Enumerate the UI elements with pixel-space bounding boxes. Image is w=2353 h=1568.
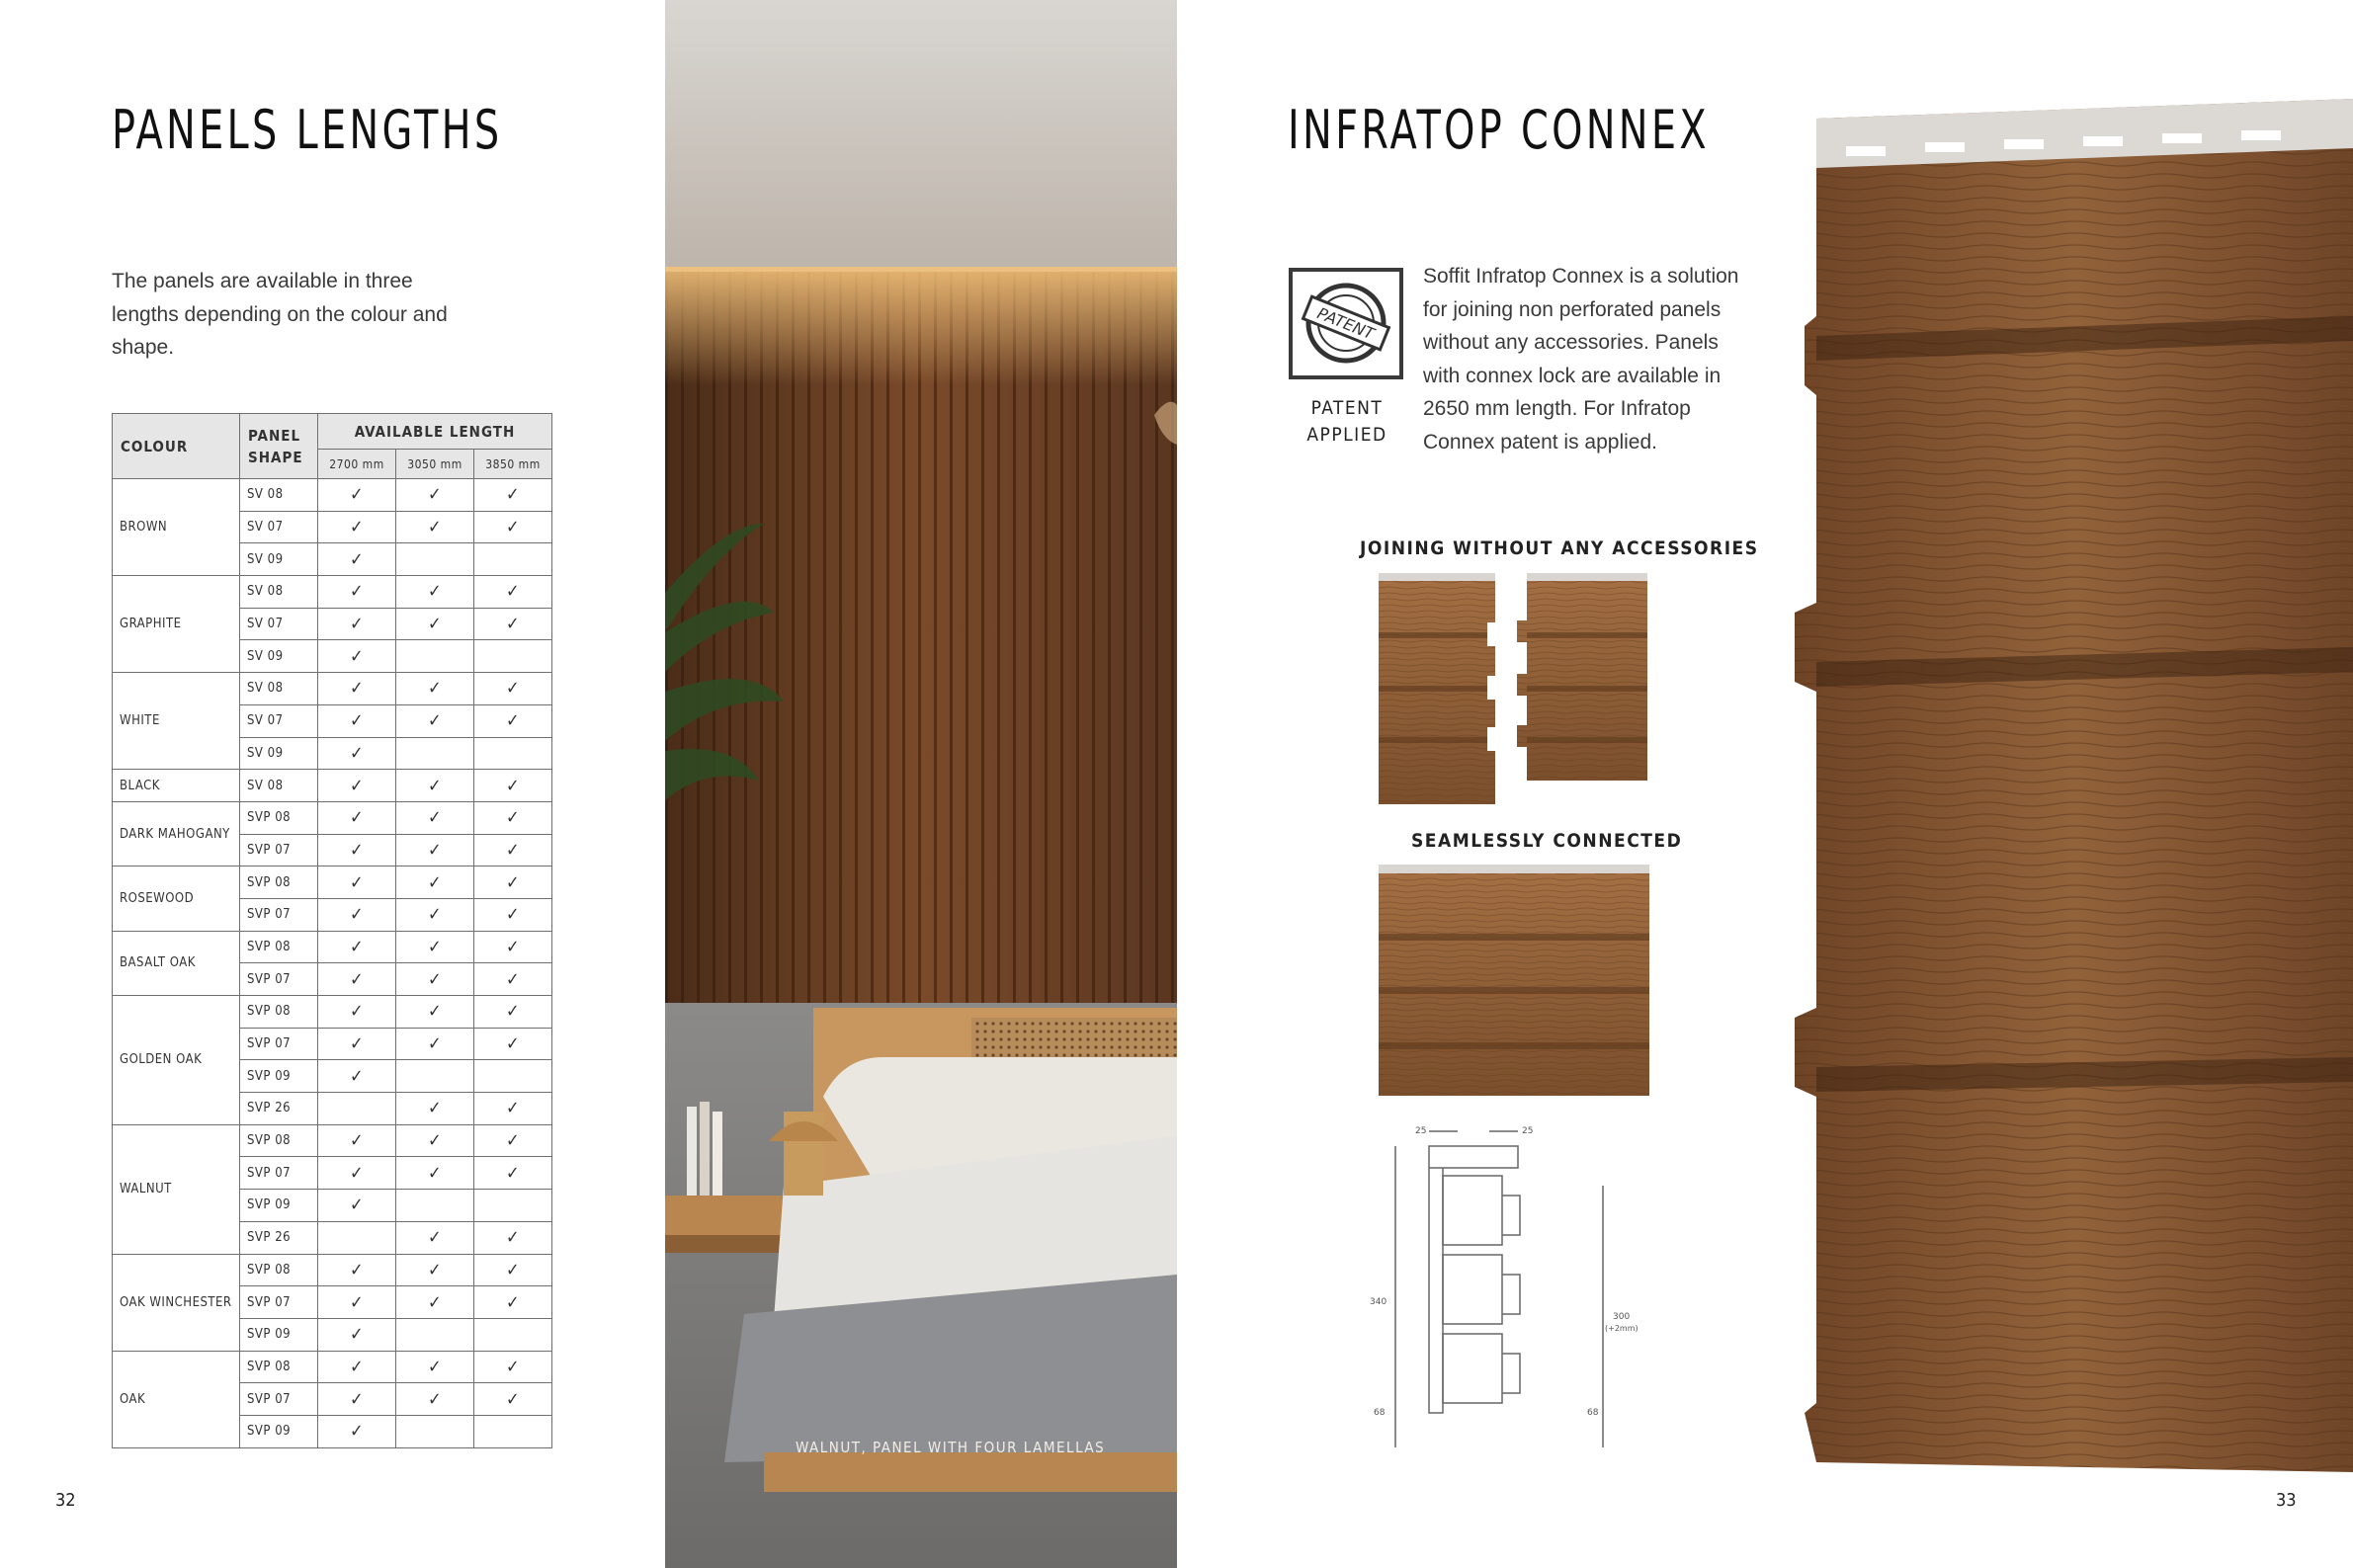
interior-photo [665,0,1177,1568]
empty-cell [474,1318,552,1351]
check-mark-cell: ✓ [474,1254,552,1286]
page-title-infratop-connex: INFRATOP CONNEX [1288,99,1710,161]
dim-right-tolerance: (+2mm) [1605,1324,1639,1333]
check-mark-cell: ✓ [318,543,396,576]
shape-cell: SVP 08 [240,801,318,834]
check-mark-cell: ✓ [396,1093,474,1125]
table-row [113,1124,552,1157]
shape-cell: SV 07 [240,511,318,543]
table-row [113,931,552,963]
empty-cell [396,1060,474,1093]
patent-label-line2: APPLIED [1306,424,1387,446]
table-row [113,867,552,899]
check-mark-cell: ✓ [396,1286,474,1319]
colour-cell: WHITE [113,673,240,770]
shape-cell: SVP 26 [240,1093,318,1125]
shape-cell: SVP 08 [240,931,318,963]
check-mark-cell: ✓ [318,1415,396,1447]
check-mark-cell: ✓ [318,996,396,1029]
colour-cell: BROWN [113,479,240,576]
table-body [113,479,552,1448]
colour-cell: WALNUT [113,1124,240,1254]
dim-bottom-right: 68 [1587,1408,1599,1418]
shape-cell: SVP 09 [240,1190,318,1222]
check-mark-cell: ✓ [318,1060,396,1093]
check-mark-cell: ✓ [318,673,396,705]
shape-cell: SVP 07 [240,834,318,867]
check-mark-cell: ✓ [396,1254,474,1286]
table-row [113,576,552,609]
shape-cell: SVP 09 [240,1060,318,1093]
check-mark-cell: ✓ [396,479,474,512]
check-mark-cell: ✓ [318,640,396,673]
check-mark-cell: ✓ [396,770,474,802]
empty-cell [474,640,552,673]
empty-cell [396,543,474,576]
shape-cell: SVP 08 [240,996,318,1029]
shape-cell: SVP 07 [240,1286,318,1319]
shape-cell: SV 09 [240,737,318,770]
patent-stamp-text: PATENT [1314,303,1378,344]
patent-applied-label [1285,395,1409,449]
check-mark-cell: ✓ [396,576,474,609]
colour-cell: GRAPHITE [113,576,240,673]
table-row [113,996,552,1029]
header-panel-shape-line1: PANEL [248,426,301,445]
shape-cell: SVP 07 [240,1383,318,1416]
check-mark-cell: ✓ [474,576,552,609]
check-mark-cell: ✓ [474,801,552,834]
check-mark-cell: ✓ [318,511,396,543]
check-mark-cell: ✓ [396,673,474,705]
check-mark-cell: ✓ [318,1190,396,1222]
dim-top-right: 25 [1522,1126,1534,1136]
check-mark-cell: ✓ [396,834,474,867]
joining-right-panel [1517,573,1647,781]
shape-cell: SVP 07 [240,963,318,996]
shape-cell: SVP 09 [240,1318,318,1351]
check-mark-cell: ✓ [396,1124,474,1157]
technical-drawing [1364,1116,1639,1457]
table-row [113,801,552,834]
check-mark-cell: ✓ [318,801,396,834]
table-row [113,1254,552,1286]
shape-cell: SVP 07 [240,898,318,931]
check-mark-cell: ✓ [474,1093,552,1125]
dim-top-left: 25 [1415,1126,1427,1136]
shape-cell: SVP 08 [240,1124,318,1157]
joining-panels-image [1379,573,1647,804]
check-mark-cell: ✓ [318,704,396,737]
empty-cell [474,1415,552,1447]
check-mark-cell: ✓ [396,1383,474,1416]
check-mark-cell: ✓ [474,1286,552,1319]
check-mark-cell: ✓ [396,608,474,640]
dim-bottom-left: 68 [1374,1408,1386,1418]
shape-cell: SVP 08 [240,1351,318,1383]
header-length-3050: 3050 mm [396,450,474,479]
check-mark-cell: ✓ [318,898,396,931]
check-mark-cell: ✓ [396,963,474,996]
empty-cell [396,1190,474,1222]
joining-title: JOINING WITHOUT ANY ACCESSORIES [1360,537,1759,559]
check-mark-cell: ✓ [474,996,552,1029]
empty-cell [474,543,552,576]
check-mark-cell: ✓ [396,704,474,737]
check-mark-cell: ✓ [396,1221,474,1254]
check-mark-cell: ✓ [318,1254,396,1286]
shape-cell: SV 08 [240,770,318,802]
check-mark-cell: ✓ [474,479,552,512]
check-mark-cell: ✓ [474,770,552,802]
check-mark-cell: ✓ [318,963,396,996]
check-mark-cell: ✓ [318,931,396,963]
check-mark-cell: ✓ [396,511,474,543]
infratop-connex-panel-image [1787,99,2353,1472]
check-mark-cell: ✓ [474,1157,552,1190]
patent-stamp-icon [1293,272,1399,375]
empty-cell [396,737,474,770]
empty-cell [396,1415,474,1447]
check-mark-cell: ✓ [474,511,552,543]
colour-cell: ROSEWOOD [113,867,240,931]
check-mark-cell: ✓ [318,867,396,899]
shape-cell: SV 07 [240,704,318,737]
header-panel-shape-line2: SHAPE [248,448,303,466]
empty-cell [318,1221,396,1254]
shape-cell: SV 08 [240,479,318,512]
shape-cell: SVP 26 [240,1221,318,1254]
check-mark-cell: ✓ [396,1157,474,1190]
empty-cell [396,640,474,673]
colour-cell: OAK [113,1351,240,1447]
header-length-2700: 2700 mm [318,450,396,479]
page-number-right: 33 [2276,1490,2297,1511]
joining-left-panel [1379,573,1495,804]
check-mark-cell: ✓ [318,1028,396,1060]
check-mark-cell: ✓ [318,1286,396,1319]
check-mark-cell: ✓ [396,996,474,1029]
seamless-panel-image [1379,865,1649,1096]
shape-cell: SV 08 [240,576,318,609]
patent-label-line1: PATENT [1310,397,1384,419]
check-mark-cell: ✓ [318,608,396,640]
header-available-length: AVAILABLE LENGTH [318,414,552,450]
colour-cell: OAK WINCHESTER [113,1254,240,1351]
check-mark-cell: ✓ [474,1124,552,1157]
dim-left-height: 340 [1370,1297,1387,1307]
check-mark-cell: ✓ [318,1351,396,1383]
check-mark-cell: ✓ [396,931,474,963]
seamless-title: SEAMLESSLY CONNECTED [1411,830,1683,852]
table-row [113,673,552,705]
check-mark-cell: ✓ [474,1028,552,1060]
interior-photo-illustration [665,0,1177,1568]
colour-cell: DARK MAHOGANY [113,801,240,866]
photo-caption: WALNUT, PANEL WITH FOUR LAMELLAS [796,1439,1106,1456]
check-mark-cell: ✓ [474,704,552,737]
check-mark-cell: ✓ [318,479,396,512]
dim-right-height: 300 [1613,1312,1631,1322]
colour-cell: BLACK [113,770,240,802]
empty-cell [474,737,552,770]
shape-cell: SVP 08 [240,867,318,899]
check-mark-cell: ✓ [474,1221,552,1254]
shape-cell: SVP 08 [240,1254,318,1286]
check-mark-cell: ✓ [318,1318,396,1351]
check-mark-cell: ✓ [474,898,552,931]
check-mark-cell: ✓ [318,834,396,867]
table-row [113,770,552,802]
intro-text: The panels are available in three lengths depending on the colour and shape. [112,270,448,359]
page-number-left: 32 [55,1490,76,1511]
check-mark-cell: ✓ [318,1124,396,1157]
shape-cell: SVP 07 [240,1028,318,1060]
empty-cell [318,1093,396,1125]
empty-cell [396,1318,474,1351]
table-row [113,479,552,512]
header-panel-shape [240,414,318,479]
empty-cell [474,1190,552,1222]
check-mark-cell: ✓ [318,1383,396,1416]
patent-badge [1289,268,1403,379]
check-mark-cell: ✓ [474,963,552,996]
check-mark-cell: ✓ [474,867,552,899]
shape-cell: SV 09 [240,640,318,673]
empty-cell [474,1060,552,1093]
check-mark-cell: ✓ [396,867,474,899]
colour-cell: BASALT OAK [113,931,240,995]
shape-cell: SVP 09 [240,1415,318,1447]
check-mark-cell: ✓ [396,1028,474,1060]
check-mark-cell: ✓ [396,1351,474,1383]
connex-description: Soffit Infratop Connex is a solution for joining non perforated panels without any accessories. Panels with connex lock are available in 2650 mm length. For Infratop Connex patent is applied. [1423,265,1739,454]
header-length-3850: 3850 mm [474,450,552,479]
header-colour: COLOUR [113,414,240,479]
panel-lengths-table [112,413,552,1448]
check-mark-cell: ✓ [318,770,396,802]
check-mark-cell: ✓ [474,673,552,705]
check-mark-cell: ✓ [474,931,552,963]
check-mark-cell: ✓ [474,1383,552,1416]
check-mark-cell: ✓ [396,801,474,834]
check-mark-cell: ✓ [474,608,552,640]
check-mark-cell: ✓ [318,1157,396,1190]
page-title-panels-lengths: PANELS LENGTHS [112,99,503,161]
shape-cell: SVP 07 [240,1157,318,1190]
check-mark-cell: ✓ [318,576,396,609]
check-mark-cell: ✓ [396,898,474,931]
colour-cell: GOLDEN OAK [113,996,240,1125]
shape-cell: SV 07 [240,608,318,640]
shape-cell: SV 08 [240,673,318,705]
check-mark-cell: ✓ [318,737,396,770]
check-mark-cell: ✓ [474,834,552,867]
table-row [113,1351,552,1383]
shape-cell: SV 09 [240,543,318,576]
check-mark-cell: ✓ [474,1351,552,1383]
